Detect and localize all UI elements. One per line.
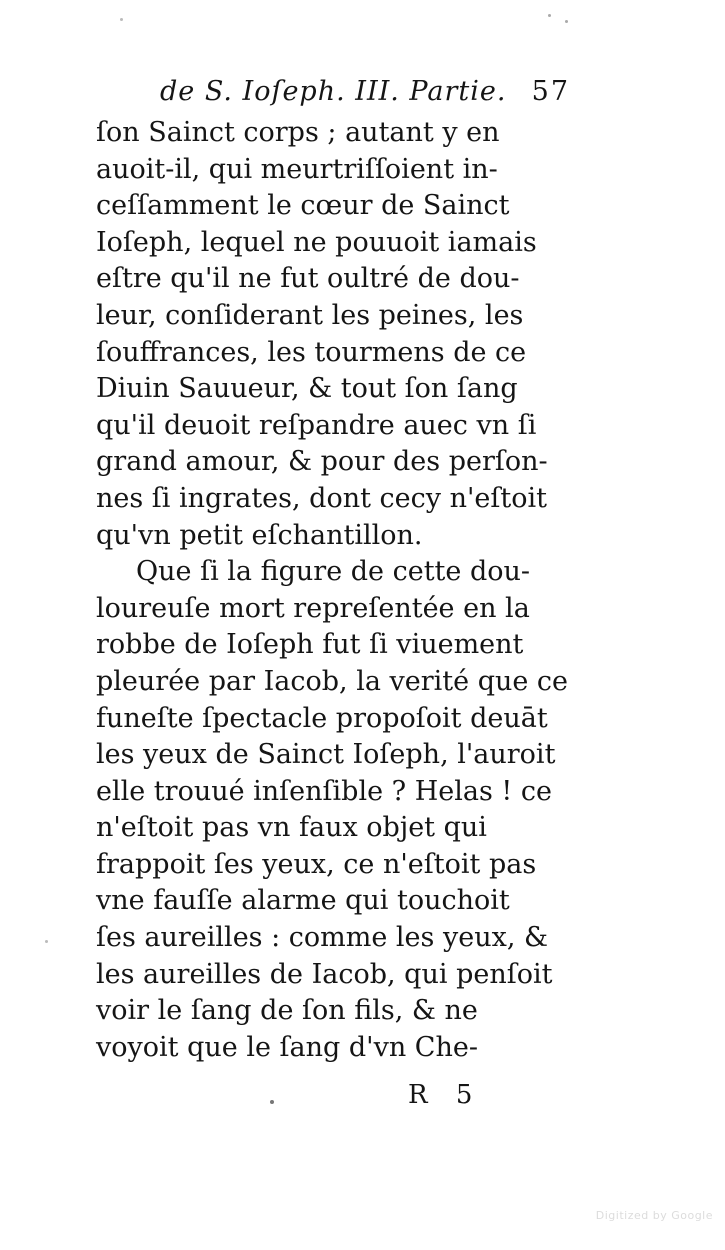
text-line: loureuſe mort repreſentée en la <box>96 592 530 624</box>
text-line: voyoit que le ſang d'vn Che- <box>96 1031 478 1063</box>
text-line: ceſſamment le cœur de Sainct <box>96 190 510 222</box>
text-line: funeſte ſpectacle propoſoit deuāt <box>96 702 548 734</box>
ink-speck <box>120 18 123 21</box>
text-line: qu'il deuoit reſpandre auec vn ſi <box>96 409 537 441</box>
text-line: ſes aureilles : comme les yeux, & <box>96 922 549 954</box>
text-line: ſon Sainct corps ; autant y en <box>96 117 500 148</box>
running-title: de S. Ioſeph. III. Partie. <box>160 76 507 107</box>
text-line: qu'vn petit eſchantillon. <box>96 519 423 551</box>
text-line: les yeux de Sainct Ioſeph, l'auroit <box>96 739 556 771</box>
body-text <box>96 115 576 1066</box>
ink-speck <box>548 14 551 17</box>
digitization-watermark: Digitized by Google <box>595 1209 713 1222</box>
running-header <box>160 76 570 116</box>
ink-speck <box>270 1100 274 1104</box>
signature-mark: R 5 <box>408 1080 483 1110</box>
text-line: voir le ſang de ſon fils, & ne <box>96 995 478 1027</box>
text-line: nes ſi ingrates, dont cecy n'eſtoit <box>96 482 547 514</box>
text-line: robbe de Ioſeph fut ſi viuement <box>96 629 524 661</box>
text-line: Diuin Sauueur, & tout ſon ſang <box>96 373 518 405</box>
text-line: frappoit ſes yeux, ce n'eſtoit pas <box>96 848 537 880</box>
text-line: n'eſtoit pas vn faux objet qui <box>96 812 487 844</box>
text-line: elle trouué inſenſible ? Helas ! ce <box>96 775 552 807</box>
text-line: eſtre qu'il ne fut oultré de dou- <box>96 263 520 295</box>
page-number: 57 <box>531 76 570 107</box>
ink-speck <box>565 20 568 23</box>
text-line: ſouffrances, les tourmens de ce <box>96 336 527 368</box>
text-line: les aureilles de Iacob, qui penſoit <box>96 958 553 990</box>
text-line: auoit-il, qui meurtriſſoient in- <box>96 153 498 185</box>
text-line: Ioſeph, lequel ne pouuoit iamais <box>96 226 537 258</box>
text-line: vne fauſſe alarme qui touchoit <box>96 885 510 917</box>
ink-speck <box>45 940 48 943</box>
text-line: grand amour, & pour des perſon- <box>96 446 548 478</box>
text-line: leur, conſiderant les peines, les <box>96 299 524 331</box>
paragraph-start-line: Que ſi la figure de cette dou- <box>136 556 531 588</box>
text-line: pleurée par Iacob, la verité que ce <box>96 665 569 697</box>
